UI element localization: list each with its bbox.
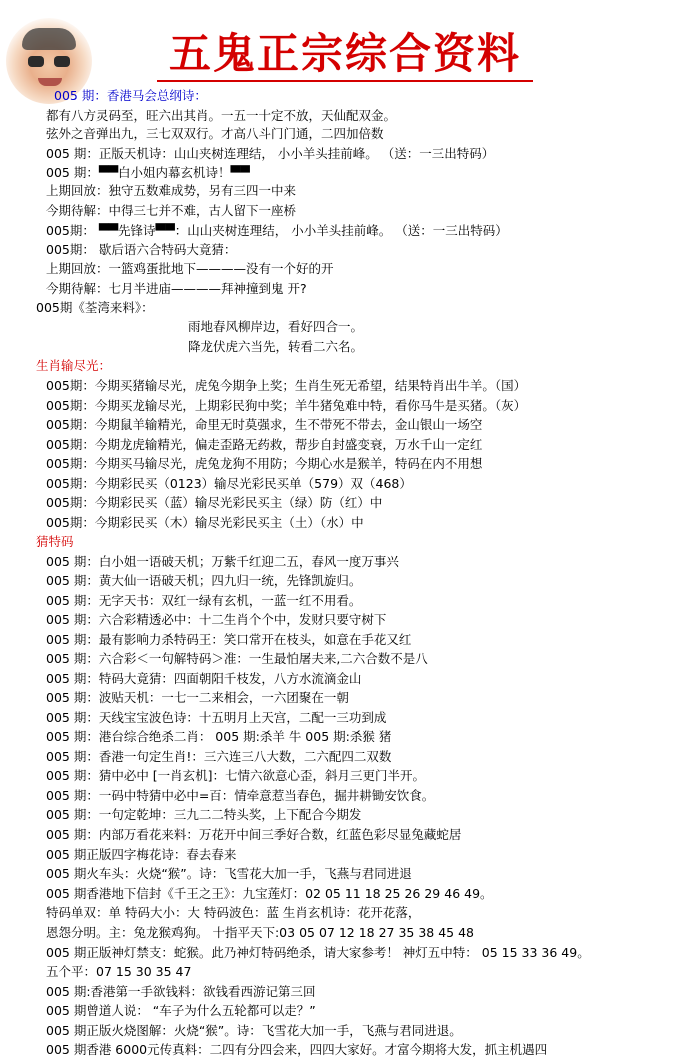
text-line: 005 期正版四字梅花诗：春去春来 (46, 847, 237, 862)
text-line: 005 期：黄大仙一语破天机；四九归一统，先锋凯旋归。 (46, 573, 362, 588)
text-line: 005 期正版火烧图解：火烧“猴”。诗：飞雪花大加一手，飞燕与君同进退。 (46, 1023, 462, 1038)
text-line: 005 期：最有影响力杀特码王：笑口常开在枝头，如意在手花又红 (46, 632, 412, 647)
text-line: 上期回放：独守五数难成势，另有三四一中来 (46, 183, 297, 198)
text-line: 005 期曾道人说： “车子为什么五轮都可以走？” (46, 1003, 316, 1018)
text-line: 005期：今期彩民买（0123）输尽光彩民买单（579）双（468） (46, 476, 412, 491)
text-line: 005期：今期鼠羊输精光，命里无时莫强求，生不带死不带去，金山银山一场空 (46, 417, 483, 432)
text-line: 恩怨分明。主：兔龙猴鸡狗。 十指平天下:03 05 07 12 18 27 35 38 45 48 (46, 925, 475, 940)
text-line: 005 期：波贴天机：一七一二来相会，一六团聚在一朝 (46, 690, 349, 705)
page-title: 五鬼正宗综合资料 (168, 29, 521, 78)
text-line: 005 期：港台综合绝杀二肖： 005 期:杀羊 牛 005 期:杀猴 猪 (46, 729, 392, 744)
text-line: 005 期：天线宝宝波色诗：十五明月上天宫，二配一三功到成 (46, 710, 387, 725)
text-line: 降龙伏虎六当先，转看二六名。 (188, 339, 364, 354)
text-line: 弦外之音弹出九，三七双双行。才高八斗门门通，二四加倍数 (46, 126, 384, 141)
text-line: 005 期：一码中特猜中必中=百：情牵意惹当春色，掘井耕锄安饮食。 (46, 788, 435, 803)
text-line: 005 期：一句定乾坤：三九二二特头奖，上下配合今期发 (46, 807, 362, 822)
text-line: 五个平：07 15 30 35 47 (46, 964, 192, 979)
text-line: 雨地春风柳岸边，看好四合一。 (188, 319, 364, 334)
text-line: 005 期：▀▀白小姐内幕玄机诗！▀▀ (46, 165, 250, 180)
text-line: 005 期正版神灯禁支：蛇猴。此乃神灯特码绝杀，请大家参考！ 神灯五中特： 05 15 33 36 49。 (46, 945, 590, 960)
text-line: 005 期：六合彩精透必中：十二生肖个个中，发财只要守树下 (46, 612, 387, 627)
text-line: 005 期：六合彩＜一句解特码＞准：一生最怕屠夫来,二六合数不是八 (46, 651, 428, 666)
text-line: 005 期火车头：火烧“猴”。诗：飞雪花大加一手，飞燕与君同进退 (46, 866, 412, 881)
title-underline (157, 80, 533, 82)
text-line: 005 期香港 6000元传真料：二四有分四会来，四四大家好。才富今期将大发，抓主机遇四 (46, 1042, 548, 1057)
text-line: 今期待解：中得三七并不难，古人留下一座桥 (46, 203, 297, 218)
text-line: 005 期：白小姐一语破天机；万紫千红迎二五，春风一度万事兴 (46, 554, 399, 569)
text-line: 005期： 歇后语六合特码大竟猜： (46, 242, 237, 257)
text-line: 都有八方灵码至，旺六出其肖。一五一十定不放，天仙配双金。 (46, 108, 397, 123)
text-line: 005期：今期买猪输尽光，虎兔今期争上奖；生肖生死无希望，结果特肖出牛羊。（国） (46, 378, 527, 393)
text-line: 005期《荃湾来料》： (36, 300, 154, 315)
text-line: 005 期：无字天书：双红一绿有玄机，一蓝一红不用看。 (46, 593, 362, 608)
text-line: 今期待解：七月半进庙————拜神撞到鬼 开? (46, 281, 307, 296)
text-line: 005期：今期买龙输尽光，上期彩民狗中奖；羊牛猪兔难中特，看你马牛是买猪。（灰） (46, 398, 527, 413)
text-line: 005期： ▀▀先锋诗▀▀：山山夹树连理结， 小小羊头挂前峰。 （送：一三出特码） (46, 223, 508, 238)
text-line: 005 期香港地下信封《千王之王》：九宝莲灯：02 05 11 18 25 26 29 46 49。 (46, 886, 493, 901)
text-line: 005期：今期彩民买（木）输尽光彩民买主（土）（水）中 (46, 515, 364, 530)
text-line: 生肖输尽光： (36, 358, 112, 373)
text-line: 特码单双：单 特码大小：大 特码波色：蓝 生肖玄机诗：花开花落， (46, 905, 421, 920)
text-line: 猜特码 (36, 534, 74, 549)
text-line: 005 期：特码大竟猜：四面朝阳千枝发，八方水流滴金山 (46, 671, 362, 686)
text-line: 005 期：内部万看花来料：万花开中间三季好合数，红蓝色彩尽显兔藏蛇居 (46, 827, 462, 842)
text-line: 005 期:香港第一手欲钱料：欲钱看西游记第三回 (46, 984, 316, 999)
text-line: 上期回放：一篮鸡蛋批地下————没有一个好的开 (46, 261, 334, 276)
text-line: 005期：今期彩民买（蓝）输尽光彩民买主（绿）防（红）中 (46, 495, 383, 510)
text-line: 005 期：香港马会总纲诗： (54, 88, 207, 103)
text-line: 005 期：香港一句定生肖!：三六连三八大数，二六配四二双数 (46, 749, 392, 764)
text-line: 005期：今期龙虎输精光，偏走歪路无药救，帮步自封盛变衰，万水千山一定红 (46, 437, 483, 452)
text-line: 005 期：正版天机诗：山山夹树连理结， 小小羊头挂前峰。 （送：一三出特码） (46, 146, 495, 161)
text-line: 005期：今期买马输尽光，虎兔龙狗不用防；今期心水是猴羊，特码在内不用想 (46, 456, 483, 471)
text-line: 005 期：猜中必中 [一肖玄机]：七情六欲意心歪，斜月三更门半开。 (46, 768, 426, 783)
